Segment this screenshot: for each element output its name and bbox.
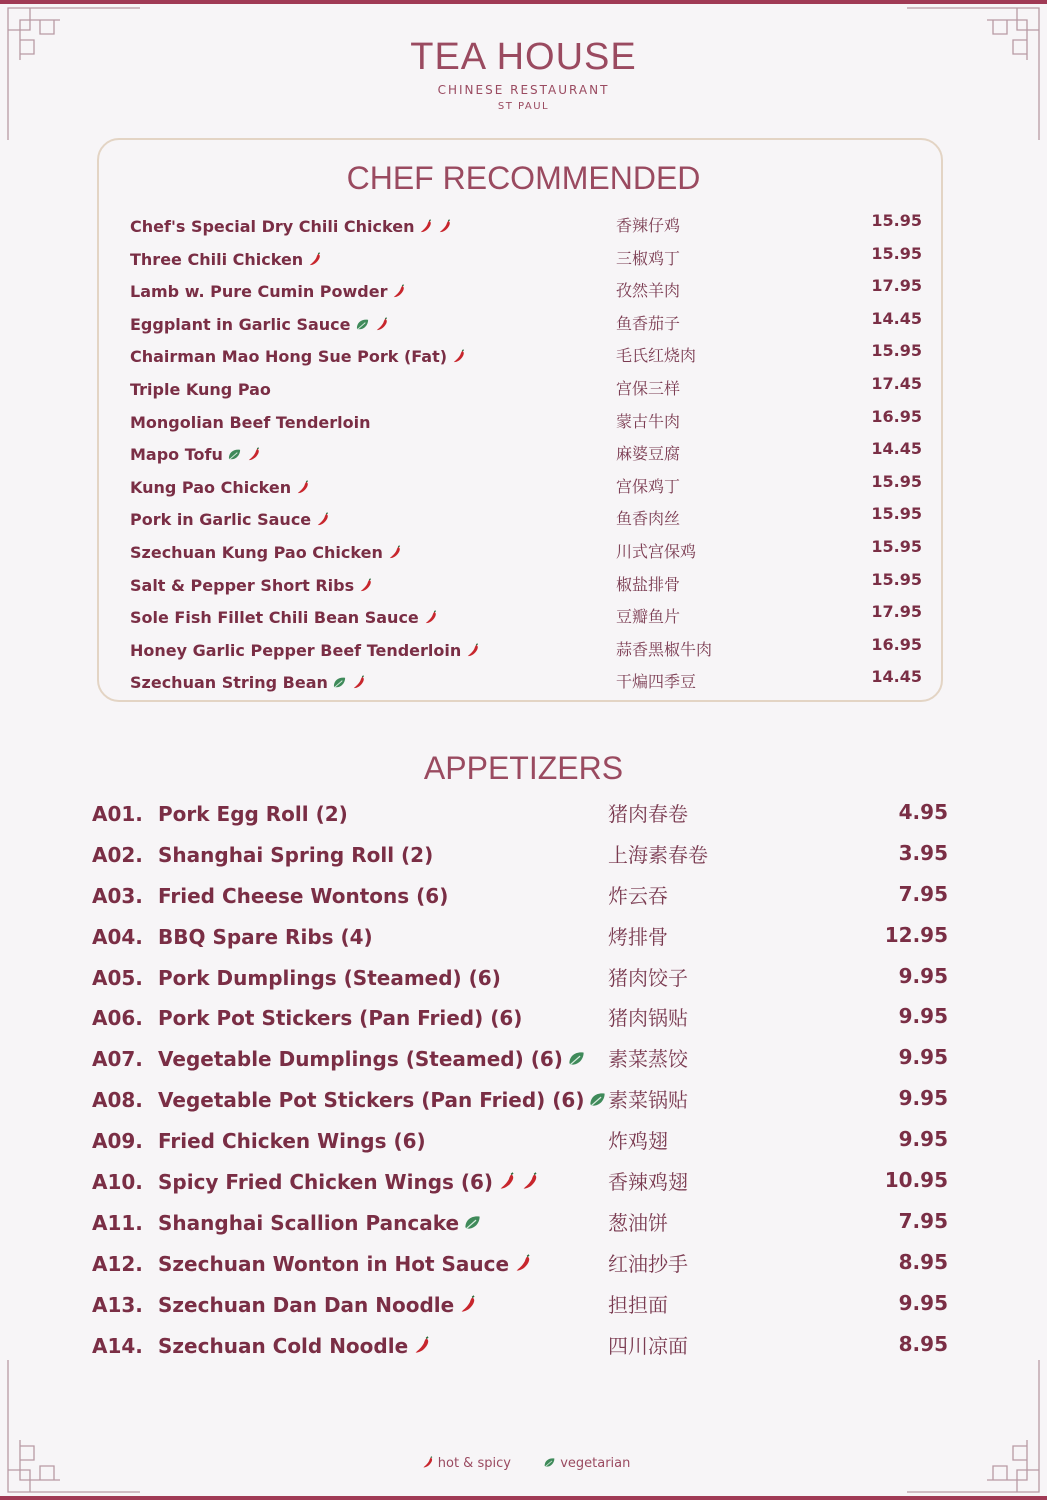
chef-menu-item [130, 308, 922, 344]
appetizers-menu-item [92, 878, 948, 919]
item-name [130, 445, 261, 464]
item-price: 15.95 [871, 211, 922, 230]
item-code: A07. [92, 1047, 143, 1072]
item-name [130, 641, 480, 660]
chili-pepper-icon [458, 1295, 477, 1314]
item-name [158, 966, 501, 990]
item-code: A02. [92, 842, 143, 867]
item-price: 12.95 [884, 922, 948, 947]
item-chinese-name: 孜然羊肉 [616, 281, 681, 301]
item-name-text: Shanghai Spring Roll (2) [158, 842, 434, 867]
chef-menu-item [130, 604, 922, 637]
item-name [158, 1129, 426, 1153]
item-code: A08. [92, 1088, 143, 1113]
chili-pepper-icon [451, 349, 466, 364]
item-name-text: Pork Dumplings (Steamed) (6) [158, 965, 501, 990]
chef-menu-item [130, 373, 922, 409]
appetizers-menu-item [92, 1041, 948, 1082]
item-name [130, 380, 271, 399]
chili-pepper-icon [513, 1254, 532, 1273]
chili-pepper-icon [387, 545, 402, 560]
chili-pepper-icon [520, 1172, 539, 1191]
item-name [158, 1170, 539, 1194]
chili-pepper-icon [391, 284, 406, 299]
item-name [158, 843, 433, 867]
appetizers-menu-item [92, 960, 948, 1001]
item-name-text: Fried Cheese Wontons (6) [158, 883, 449, 908]
item-chinese-name: 三椒鸡丁 [616, 248, 681, 268]
item-price: 9.95 [898, 1290, 948, 1315]
item-chinese-name: 宫保鸡丁 [616, 476, 681, 496]
restaurant-city: ST PAUL [497, 101, 550, 112]
item-code: A10. [92, 1170, 143, 1195]
item-code: A01. [92, 802, 143, 826]
item-name [130, 576, 373, 595]
restaurant-header [0, 36, 1047, 112]
leaf-icon [543, 1456, 556, 1469]
top-border [0, 0, 1047, 4]
chef-menu-item [130, 506, 922, 539]
item-price: 14.45 [871, 439, 922, 459]
appetizers-menu-item [92, 1000, 948, 1041]
item-name [158, 802, 348, 826]
chili-pepper-icon [358, 578, 373, 593]
item-name-text: Lamb w. Pure Cumin Powder [130, 282, 388, 302]
item-name-text: Szechuan Kung Pao Chicken [130, 542, 383, 562]
lattice-corner-decoration [0, 1360, 140, 1500]
appetizers-menu-item [92, 1205, 948, 1246]
item-price: 9.95 [898, 1086, 948, 1111]
item-chinese-name: 炸鸡翅 [608, 1129, 668, 1154]
item-name [130, 608, 438, 627]
item-price: 9.95 [898, 1127, 948, 1152]
item-chinese-name: 蒜香黑椒牛肉 [616, 639, 713, 659]
item-chinese-name: 川式宫保鸡 [616, 541, 697, 561]
item-chinese-name: 宫保三样 [616, 378, 681, 398]
item-chinese-name: 猪肉春卷 [608, 802, 688, 826]
chili-pepper-icon [295, 480, 310, 495]
item-code: A12. [92, 1251, 143, 1276]
item-name-text: Chef's Special Dry Chili Chicken [130, 217, 415, 236]
item-code: A03. [92, 883, 143, 908]
item-price: 16.95 [871, 634, 922, 654]
item-price: 14.45 [871, 308, 922, 328]
bottom-border [0, 1496, 1047, 1500]
item-chinese-name: 香辣鸡翅 [608, 1170, 688, 1195]
appetizers-menu-item [92, 1287, 948, 1328]
item-name [158, 1088, 607, 1112]
item-chinese-name: 素菜锅贴 [608, 1088, 688, 1113]
item-price: 3.95 [898, 840, 948, 865]
item-name-text: Vegetable Pot Stickers (Pan Fried) (6) [158, 1088, 585, 1113]
item-code: A11. [92, 1210, 143, 1235]
chili-pepper-icon [423, 610, 438, 625]
item-name-text: Chairman Mao Hong Sue Pork (Fat) [130, 347, 448, 367]
item-chinese-name: 担担面 [608, 1292, 668, 1317]
chef-menu-item [130, 471, 922, 507]
chili-pepper-icon [465, 643, 480, 658]
appetizers-menu-item [92, 796, 948, 837]
item-name [130, 250, 322, 269]
chef-menu-item [130, 278, 922, 311]
item-code: A04. [92, 924, 143, 949]
appetizers-menu-item [92, 1082, 948, 1123]
item-name-text: Mapo Tofu [130, 445, 223, 465]
item-name-text: Three Chili Chicken [130, 249, 304, 269]
item-name-text: Mongolian Beef Tenderloin [130, 412, 371, 432]
item-chinese-name: 毛氏红烧肉 [616, 346, 697, 366]
legend-veg-label: vegetarian [560, 1456, 631, 1471]
item-name [130, 413, 370, 432]
item-name-text: Honey Garlic Pepper Beef Tenderloin [130, 640, 462, 660]
item-price: 9.95 [898, 963, 948, 988]
leaf-icon [463, 1213, 482, 1232]
item-name [130, 543, 402, 562]
item-name-text: Pork Pot Stickers (Pan Fried) (6) [158, 1006, 523, 1031]
leaf-icon [332, 675, 347, 690]
item-name-text: Pork in Garlic Sauce [130, 510, 312, 530]
leaf-icon [227, 447, 242, 462]
item-price: 16.95 [871, 406, 922, 426]
appetizers-menu-item [92, 919, 948, 960]
item-code: A14. [92, 1333, 143, 1358]
appetizers-menu-item [92, 1328, 948, 1369]
item-chinese-name: 豆瓣鱼片 [616, 607, 681, 627]
chef-menu-item [130, 441, 922, 474]
chef-menu-item [130, 669, 922, 702]
item-price: 15.95 [871, 569, 922, 589]
legend-veg-item [539, 1456, 630, 1471]
item-code: A06. [92, 1006, 143, 1031]
item-name-text: Vegetable Dumplings (Steamed) (6) [158, 1047, 563, 1072]
item-name [158, 925, 373, 949]
legend-hot-item [417, 1456, 511, 1471]
item-name-text: Szechuan Wonton in Hot Sauce [158, 1251, 510, 1276]
item-name [130, 217, 452, 236]
appetizers-menu-item [92, 1164, 948, 1205]
appetizers-title: APPETIZERS [423, 750, 624, 786]
item-chinese-name: 鱼香肉丝 [616, 509, 681, 529]
item-chinese-name: 烤排骨 [608, 924, 668, 949]
item-price: 7.95 [898, 881, 948, 906]
item-name-text: Shanghai Scallion Pancake [158, 1210, 460, 1235]
leaf-icon [355, 317, 370, 332]
item-name-text: Fried Chicken Wings (6) [158, 1129, 426, 1154]
item-code: A13. [92, 1292, 143, 1317]
item-price: 10.95 [884, 1168, 948, 1193]
item-chinese-name: 炸云吞 [608, 883, 668, 908]
item-price: 15.95 [871, 536, 922, 556]
item-name [130, 673, 366, 692]
chef-menu-item [130, 243, 922, 279]
chili-pepper-icon [374, 317, 389, 332]
item-price: 7.95 [898, 1208, 948, 1233]
item-price: 9.95 [898, 1004, 948, 1029]
item-name [158, 1293, 477, 1317]
item-chinese-name: 素菜蒸饺 [608, 1047, 688, 1072]
chili-pepper-icon [315, 512, 330, 527]
item-chinese-name: 四川凉面 [608, 1333, 688, 1358]
item-chinese-name: 鱼香茄子 [616, 313, 681, 333]
lattice-corner-decoration [907, 1360, 1047, 1500]
chili-pepper-icon [437, 219, 452, 234]
item-name-text: Pork Egg Roll (2) [158, 802, 348, 826]
appetizers-menu-item [92, 837, 948, 878]
item-price: 9.95 [898, 1045, 948, 1070]
item-name [158, 1006, 522, 1030]
item-chinese-name: 麻婆豆腐 [616, 444, 681, 464]
chef-recommended-title: CHEF RECOMMENDED [346, 160, 701, 196]
item-chinese-name: 干煸四季豆 [616, 672, 697, 692]
item-name [130, 478, 310, 497]
restaurant-name: TEA HOUSE [410, 36, 637, 78]
item-name-text: Sole Fish Fillet Chili Bean Sauce [130, 608, 419, 628]
item-price: 14.45 [871, 667, 922, 687]
item-code: A09. [92, 1129, 143, 1154]
item-price: 17.45 [871, 373, 922, 393]
chili-pepper-icon [412, 1336, 431, 1355]
chili-pepper-icon [421, 1456, 434, 1469]
chef-menu-item [130, 569, 922, 605]
chef-recommended-list [130, 213, 922, 702]
item-name-text: Szechuan Cold Noodle [158, 1333, 409, 1358]
item-name [130, 347, 466, 366]
appetizers-menu-item [92, 1123, 948, 1164]
item-price: 17.95 [871, 276, 922, 296]
legend-hot-label: hot & spicy [437, 1456, 511, 1471]
chili-pepper-icon [497, 1172, 516, 1191]
item-name [130, 315, 389, 334]
item-price: 4.95 [898, 800, 948, 824]
item-chinese-name: 猪肉饺子 [608, 965, 688, 990]
item-chinese-name: 上海素春卷 [608, 842, 708, 867]
item-chinese-name: 蒙古牛肉 [616, 411, 681, 431]
restaurant-subtitle: CHINESE RESTAURANT [437, 83, 610, 97]
item-name [158, 1047, 586, 1071]
item-price: 8.95 [898, 1249, 948, 1274]
item-chinese-name: 红油抄手 [608, 1251, 688, 1276]
leaf-icon [588, 1090, 607, 1109]
item-name [130, 282, 406, 301]
item-name-text: Spicy Fried Chicken Wings (6) [158, 1170, 494, 1195]
chef-menu-item [130, 536, 922, 572]
item-name-text: Szechuan String Bean [130, 673, 328, 693]
chili-pepper-icon [418, 219, 433, 234]
item-chinese-name: 香辣仔鸡 [616, 216, 681, 235]
item-code: A05. [92, 965, 143, 990]
chili-pepper-icon [351, 675, 366, 690]
item-name [158, 1334, 431, 1358]
legend [0, 1456, 1047, 1471]
item-price: 15.95 [871, 243, 922, 263]
chef-menu-item [130, 406, 922, 442]
chef-menu-item [130, 343, 922, 376]
item-name-text: Triple Kung Pao [130, 379, 271, 399]
item-name-text: BBQ Spare Ribs (4) [158, 924, 373, 949]
item-price: 15.95 [871, 341, 922, 361]
chili-pepper-icon [307, 252, 322, 267]
appetizers-menu-item [92, 1246, 948, 1287]
item-name-text: Kung Pao Chicken [130, 477, 292, 497]
item-chinese-name: 椒盐排骨 [616, 574, 681, 594]
leaf-icon [567, 1049, 586, 1068]
item-name-text: Salt & Pepper Short Ribs [130, 575, 355, 595]
item-name-text: Eggplant in Garlic Sauce [130, 314, 351, 334]
item-price: 17.95 [871, 602, 922, 622]
item-chinese-name: 猪肉锅贴 [608, 1006, 688, 1031]
chef-menu-item [130, 213, 922, 246]
item-name [158, 884, 448, 908]
appetizers-list [92, 796, 948, 1368]
item-name [158, 1211, 482, 1235]
item-name [158, 1252, 532, 1276]
chef-menu-item [130, 634, 922, 670]
item-name [130, 510, 330, 529]
chili-pepper-icon [246, 447, 261, 462]
item-name-text: Szechuan Dan Dan Noodle [158, 1292, 455, 1317]
item-price: 15.95 [871, 471, 922, 491]
item-price: 15.95 [871, 504, 922, 524]
item-chinese-name: 葱油饼 [608, 1210, 668, 1235]
item-price: 8.95 [898, 1331, 948, 1356]
